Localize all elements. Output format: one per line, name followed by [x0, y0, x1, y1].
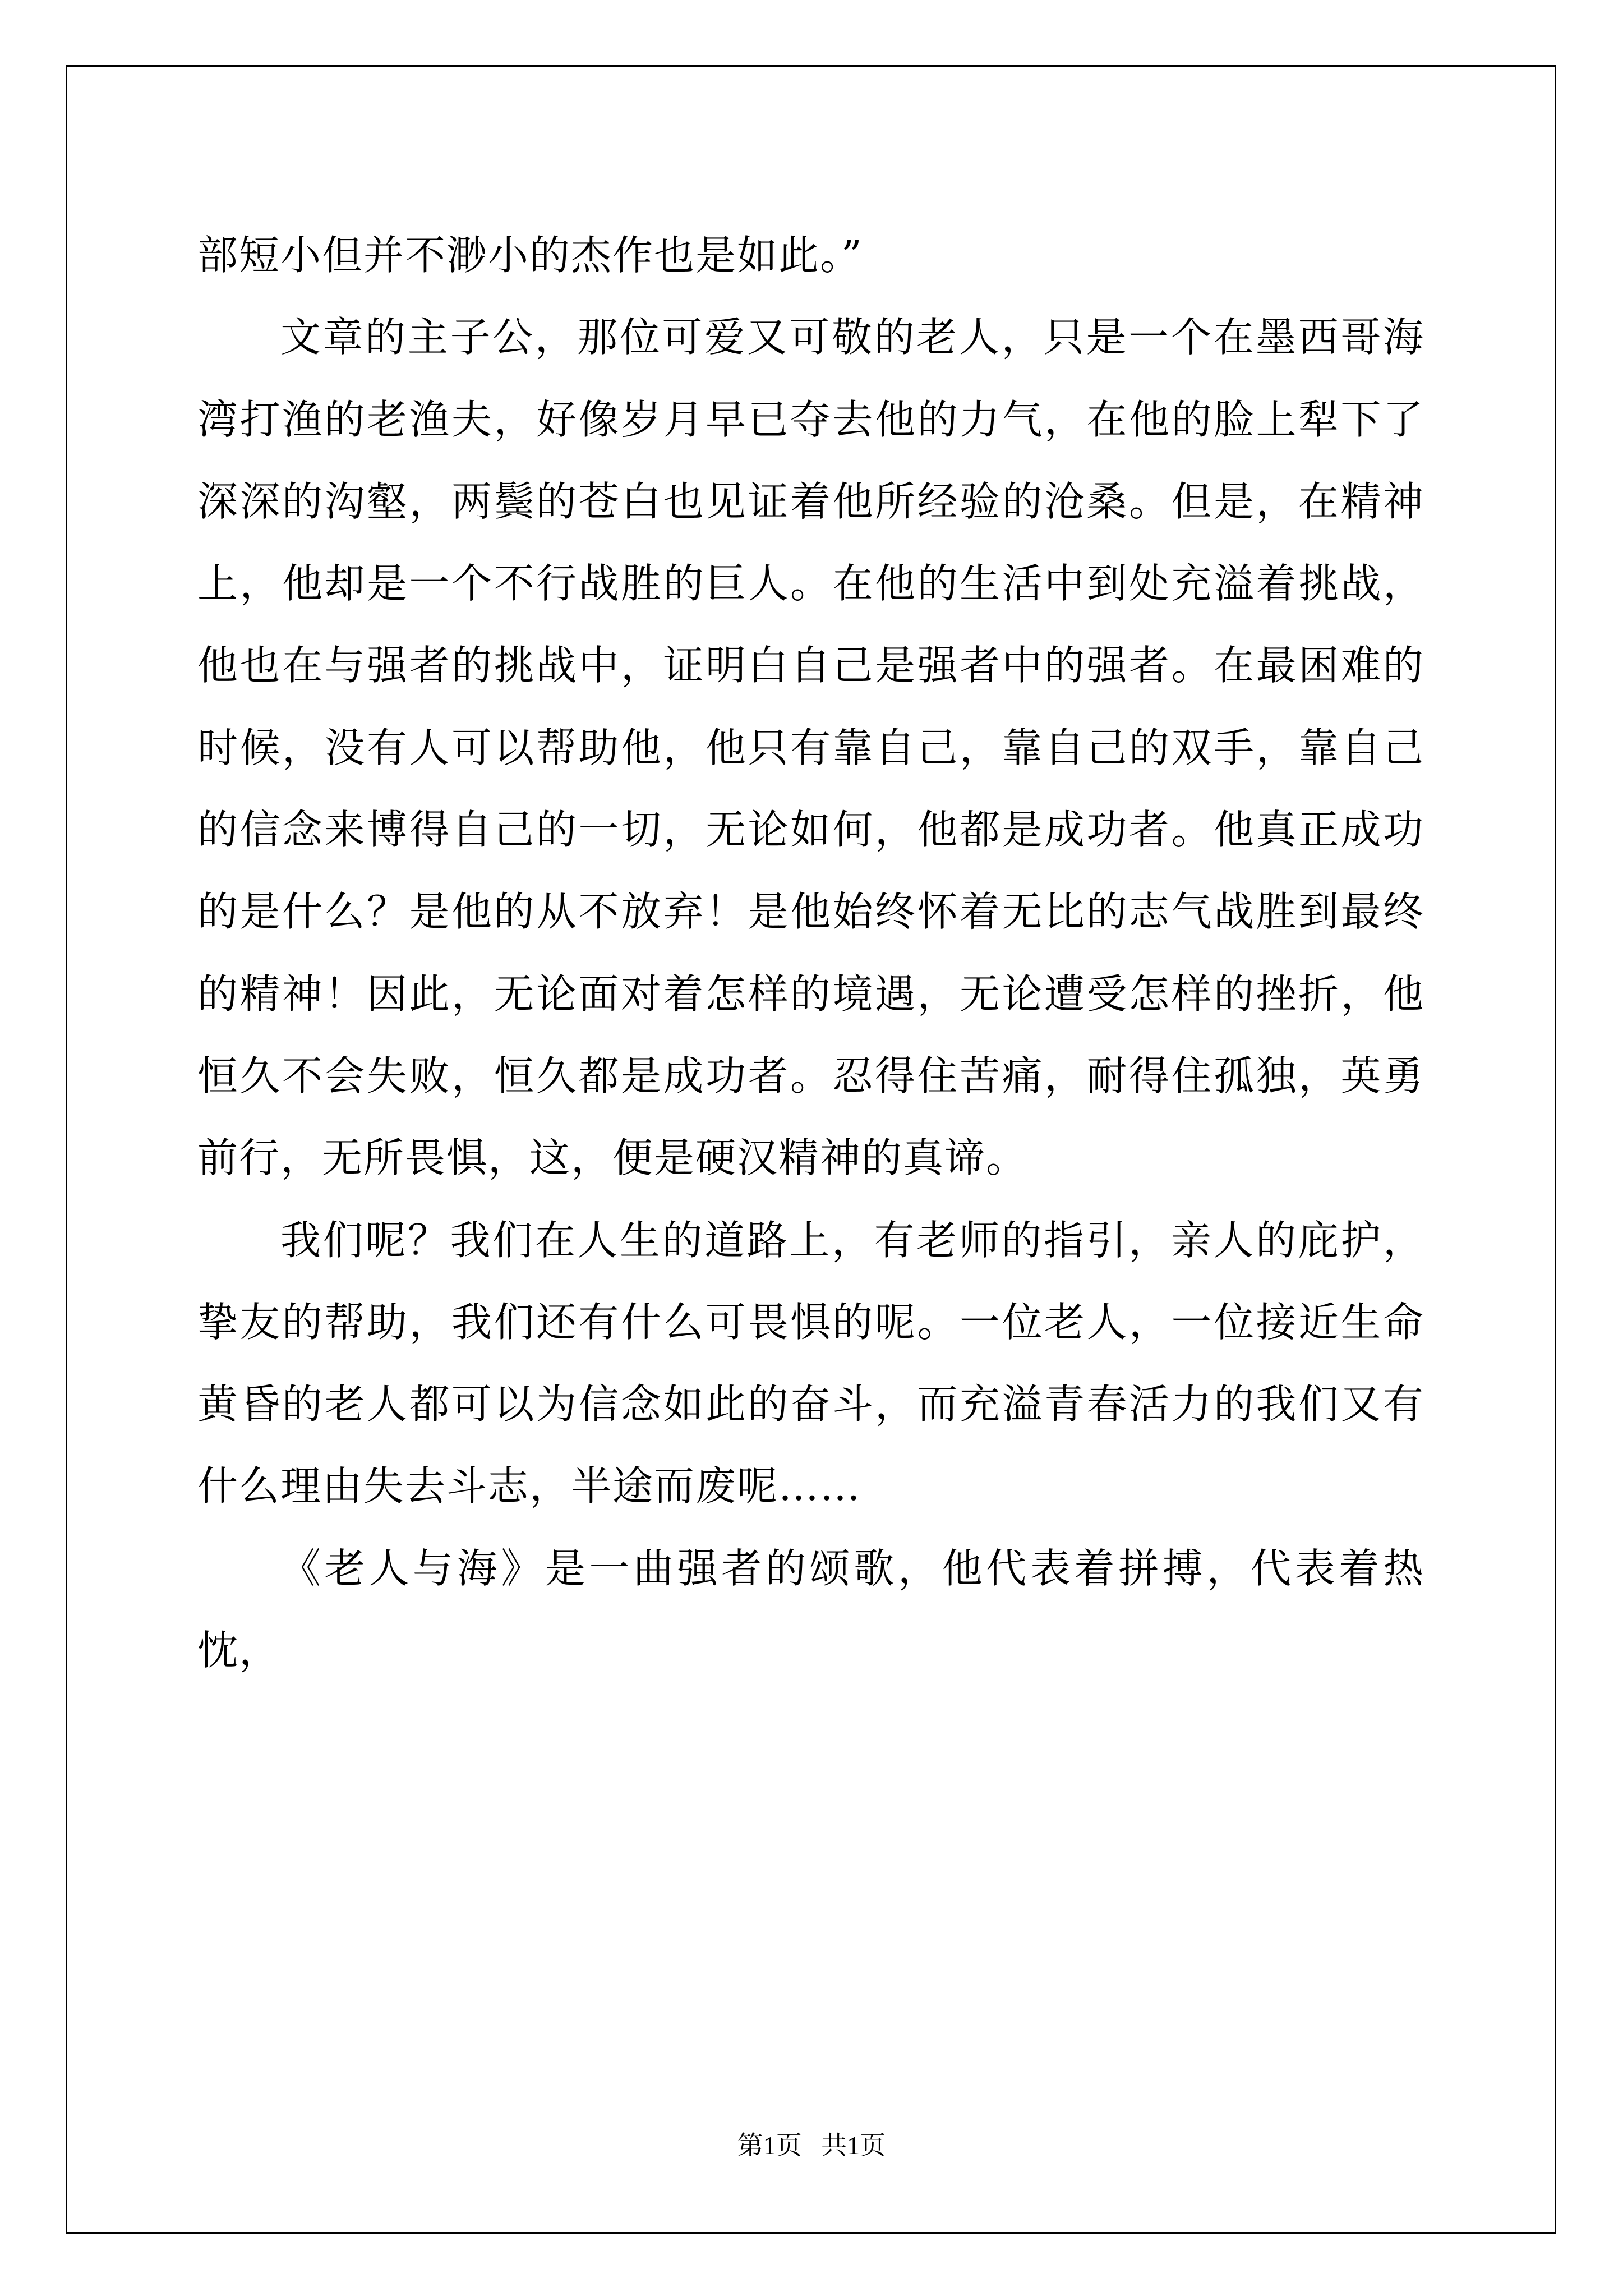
paragraph: 《老人与海》是一曲强者的颂歌，他代表着拼搏，代表着热忱，	[197, 1544, 1424, 1674]
paragraph: 文章的主子公，那位可爱又可敬的老人，只是一个在墨西哥海湾打渔的老渔夫，好像岁月早已夺去他的力气，在他的脸上犁下了深深的沟壑，两鬓的苍白也见证着他所经验的沧桑。但是，在精神上，他却是一个不行战胜的巨人。在他的生活中到处充溢着挑战，他也在与强者的挑战中，证明白自己是强者中的强者。在最困难的时候，没有人可以帮助他，他只有靠自己，靠自己的双手，靠自己的信念来博得自己的一切，无论如何，他都是成功者。他真正成功的是什么？是他的从不放弃！是他始终怀着无比的志气战胜到最终的精神！因此，无论面对着怎样的境遇，无论遭受怎样的挫折，他恒久不会失败，恒久都是成功者。忍得住苦痛，耐得住孤独，英勇前行，无所畏惧，这，便是硬汉精神的真谛。	[197, 314, 1424, 1182]
page-number-footer: 第1页 共1页	[737, 2131, 886, 2160]
paragraph: 我们呢？我们在人生的道路上，有老师的指引，亲人的庇护，挚友的帮助，我们还有什么可畏惧的呢。一位老人，一位接近生命黄昏的老人都可以为信念如此的奋斗，而充溢青春活力的我们又有什么理由失去斗志，半途而废呢……	[197, 1216, 1424, 1510]
document-body	[197, 214, 1424, 1691]
paragraph: 部短小但并不渺小的杰作也是如此。”	[197, 232, 863, 279]
